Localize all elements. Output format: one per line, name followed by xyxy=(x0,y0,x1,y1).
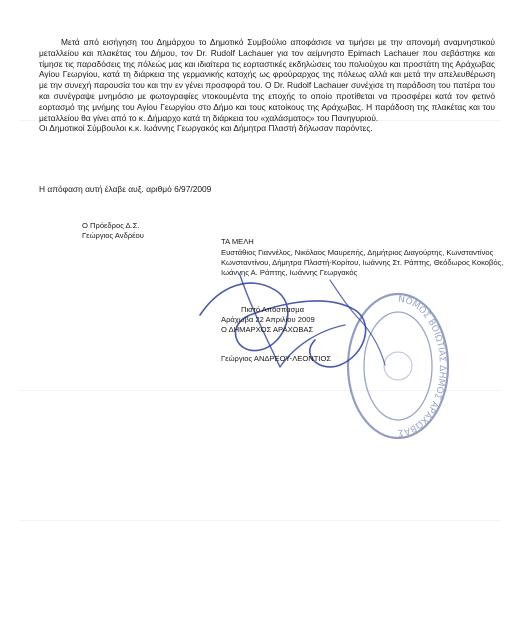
decision-line: Η απόφαση αυτή έλαβε αυξ. αριθμό 6/97/2009 xyxy=(39,184,212,194)
president-title: Ο Πρόεδρος Δ.Σ. xyxy=(82,221,140,230)
members-title: ΤΑ ΜΕΛΗ xyxy=(221,237,254,246)
main-paragraph: Μετά από εισήγηση του Δημάρχου το Δημοτικό Συμβούλιο αποφάσισε να τιμήσει με την απονομή αναμνηστικού μεταλλείου και πλακέτας του Δήμου, τον Dr. Rudolf Lachauer για τον αείμνηστο Epimach Lachauer που σεβάστηκε και τίμησε τις παραδόσεις της πόλεώς μας και ιδιαίτερα τις εορταστικές εκδηλώσεις του πολιούχου και προστάτη της Αράχωβας Αγίου Γεωργίου, κατά τη διάρκεια της γερμανικής κατοχής ως φρούραρχος της πόλεως αλλά και μετά την απελευθέρωση με την συνεχή παρουσία του και την εν γένει προσφορά του. Ο Dr. Rudolf Lachauer συνέχισε τη παράδοση του πατέρα του και συνέγραψε μνημόσιο με φωτογραφίες ντοκουμέντα της εποχής το οποίο προτίθεται να προσφέρει κατά τον φετινό εορτασμό της μνήμης του Αγίου Γεωργίου στο Δήμο και τους κατοίκους της Αράχωβας. Η παράδοση της πλακέτας και του μεταλλείου θα γίνει από το κ. Δήμαρχο κατά τη διάρκεια του «χαλάσματος» του Πανηγυριού. xyxy=(39,37,495,123)
council-paragraph: Οι Δημοτικοί Σύμβουλοι κ.κ. Ιωάννης Γεωργακός και Δήμητρα Πλαστή δήλωσαν παρόντες. xyxy=(39,123,373,134)
stamp-ring-text: ΝΟΜΟΣ ΒΟΙΩΤΙΑΣ ΔΗΜΟΣ ΑΡΑΧΩΒΑΣ xyxy=(397,294,447,438)
document-body xyxy=(39,37,495,134)
members-list: Ευστάθιος Γιαννέλος, Νικόλαος Μαυρεπής, Δημήτριος Διαγούρτης, Κωνσταντίνος Κωνσταντίνου, Δήμητρα Πλαστή-Κορίτου, Ιωάννης Στ. Ράπτης, Θεόδωρος Κοκοβός, Ιωάννης Α. Ράπτης, Ιωάννης Γεωργακός xyxy=(221,248,504,277)
copy-place-date: Αράχωβα 22 Απριλίου 2009 xyxy=(221,315,315,325)
certified-copy-block xyxy=(221,305,331,364)
president-signature-block xyxy=(82,221,144,241)
mayor-name: Γεώργιος ΑΝΔΡΕΟΥ-ΛΕΟΝΤΙΟΣ xyxy=(221,353,332,363)
mayor-title: Ο ΔΗΜΑΡΧΟΣ ΑΡΑΧΩΒΑΣ xyxy=(221,325,314,335)
scan-streak xyxy=(20,520,500,521)
president-name: Γεώργιος Ανδρέου xyxy=(82,231,144,240)
copy-label: Πιστό Απόσπασμα xyxy=(241,305,304,314)
